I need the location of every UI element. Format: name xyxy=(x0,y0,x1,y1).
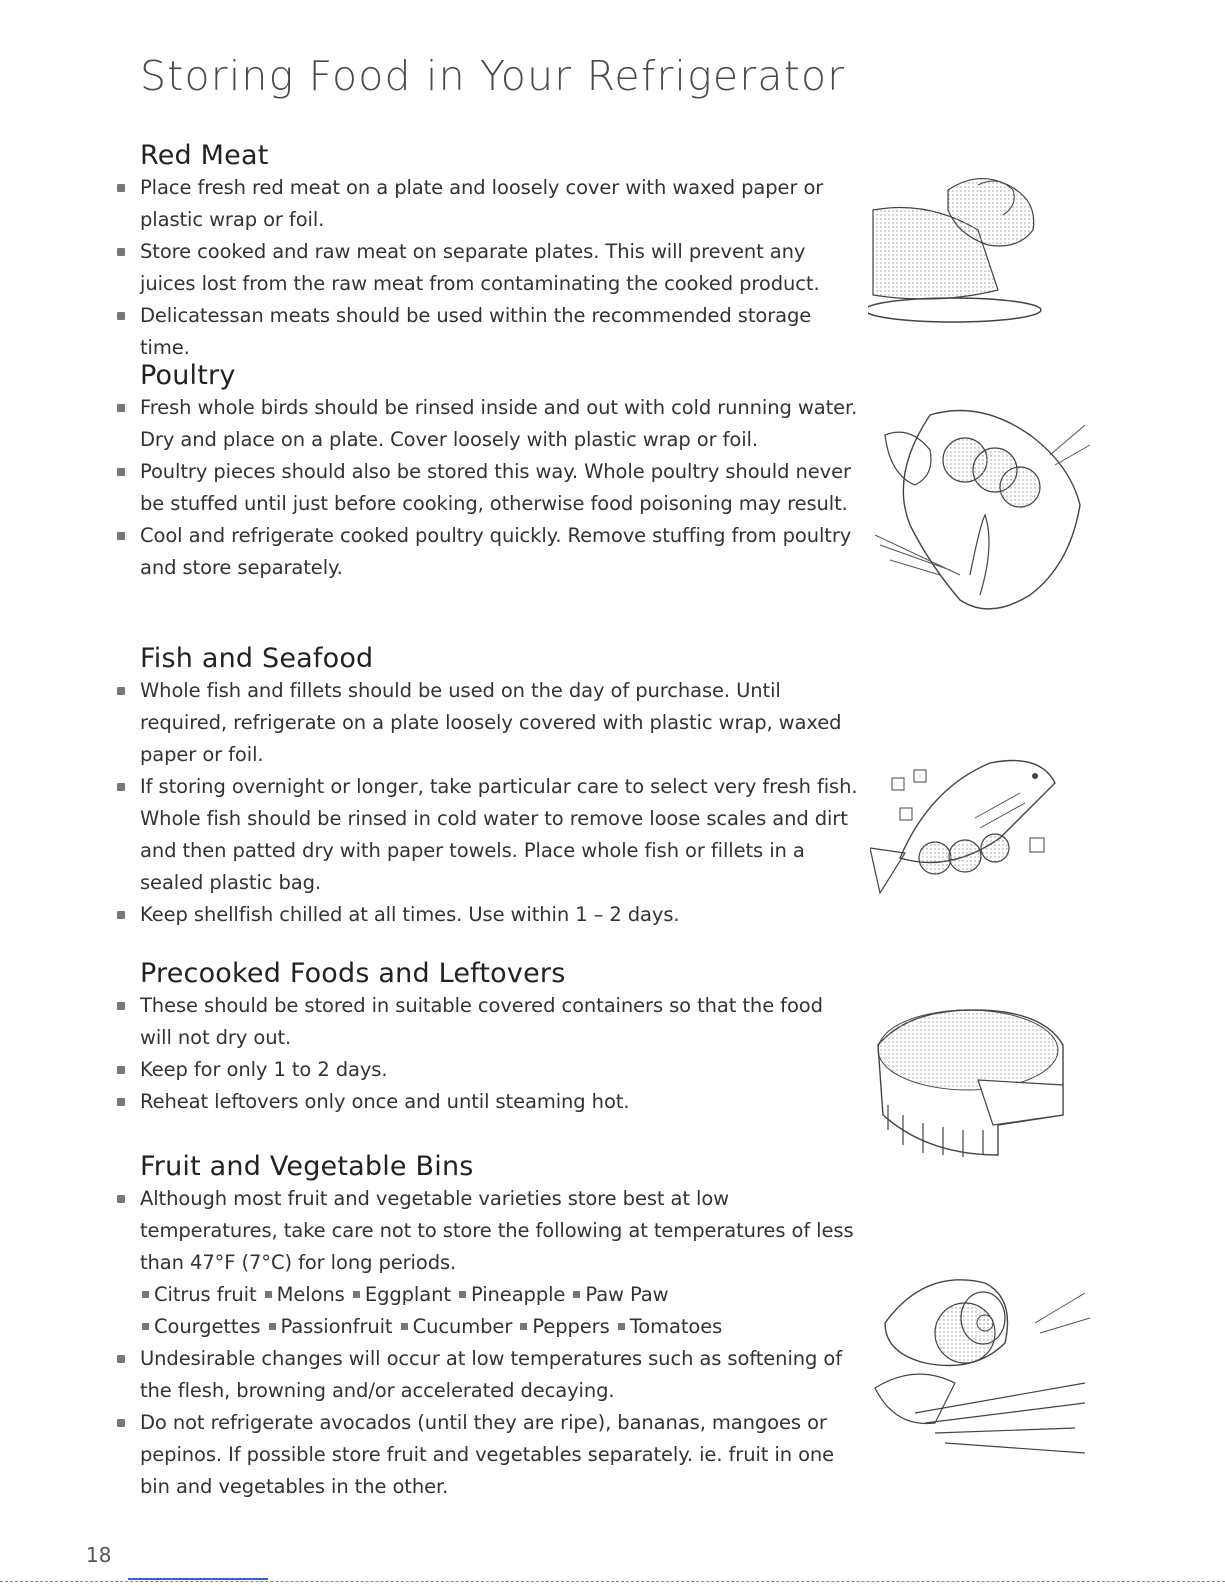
list-item: Place fresh red meat on a plate and loosely cover with waxed paper or plastic wrap or foil. xyxy=(0,172,860,236)
section-heading: Red Meat xyxy=(140,140,269,171)
bullet-icon xyxy=(117,532,125,540)
list-item: Store cooked and raw meat on separate plates. This will prevent any juices lost from the raw meat from contaminating the cooked product. xyxy=(0,236,860,300)
fish-illustration xyxy=(870,748,1070,908)
list-item: Fresh whole birds should be rinsed inside and out with cold running water. Dry and place on a plate. Cover loosely with plastic wrap or foil. xyxy=(0,392,860,456)
section-fruit-vegetable-bins xyxy=(0,1151,860,1503)
bullet-icon xyxy=(117,1098,125,1106)
bullet-icon xyxy=(117,687,125,695)
bullet-icon xyxy=(117,1066,125,1074)
quiche-illustration xyxy=(868,1005,1078,1165)
list-item: Poultry pieces should also be stored this way. Whole poultry should never be stuffed until just before cooking, otherwise food poisoning may result. xyxy=(0,456,860,520)
list-item: Delicatessan meats should be used within the recommended storage time. xyxy=(0,300,860,364)
section-heading: Poultry xyxy=(140,360,236,391)
produce-list-line-1: Citrus fruit Melons Eggplant Pineapple Paw Paw xyxy=(140,1279,860,1311)
bullet-icon xyxy=(117,911,125,919)
footer-link-underline xyxy=(128,1578,268,1580)
bullet-icon xyxy=(117,1002,125,1010)
list-item: Cool and refrigerate cooked poultry quickly. Remove stuffing from poultry and store separately. xyxy=(0,520,860,584)
poultry-illustration xyxy=(870,395,1100,625)
list-item: Keep for only 1 to 2 days. xyxy=(0,1054,860,1086)
list-item: Whole fish and fillets should be used on the day of purchase. Until required, refrigerate on a plate loosely covered with plastic wrap, waxed paper or foil. xyxy=(0,675,860,771)
produce-list-line-2: Courgettes Passionfruit Cucumber Peppers Tomatoes xyxy=(140,1311,860,1343)
section-poultry xyxy=(0,360,860,584)
list-item: Undesirable changes will occur at low temperatures such as softening of the flesh, browning and/or accelerated decaying. xyxy=(0,1343,860,1407)
bullet-icon xyxy=(117,1195,125,1203)
vegetables-illustration xyxy=(855,1263,1095,1463)
bullet-icon xyxy=(117,404,125,412)
bullet-icon xyxy=(117,184,125,192)
list-item: Do not refrigerate avocados (until they are ripe), bananas, mangoes or pepinos. If possible store fruit and vegetables separately. ie. fruit in one bin and vegetables in the other. xyxy=(0,1407,860,1503)
meat-illustration xyxy=(868,170,1048,330)
section-heading: Fish and Seafood xyxy=(140,643,374,674)
footer-divider xyxy=(0,1581,1225,1582)
bullet-icon xyxy=(117,1355,125,1363)
bullet-icon xyxy=(117,248,125,256)
section-heading: Precooked Foods and Leftovers xyxy=(140,958,566,989)
section-red-meat xyxy=(0,140,860,364)
page-title: Storing Food in Your Refrigerator xyxy=(140,52,846,100)
list-item: If storing overnight or longer, take particular care to select very fresh fish. Whole fish should be rinsed in cold water to remove loose scales and dirt and then patted dry with paper towels. Place whole fish or fillets in a sealed plastic bag. xyxy=(0,771,860,899)
bullet-icon xyxy=(117,783,125,791)
bullet-list xyxy=(0,990,860,1118)
bullet-icon xyxy=(117,1419,125,1427)
list-item: Reheat leftovers only once and until steaming hot. xyxy=(0,1086,860,1118)
list-item: Keep shellfish chilled at all times. Use within 1 – 2 days. xyxy=(0,899,860,931)
page-number: 18 xyxy=(86,1543,112,1567)
bullet-icon xyxy=(117,468,125,476)
bullet-list xyxy=(0,1183,860,1503)
section-heading: Fruit and Vegetable Bins xyxy=(140,1151,474,1182)
section-precooked-leftovers xyxy=(0,958,860,1118)
list-item: Although most fruit and vegetable varieties store best at low temperatures, take care not to store the following at temperatures of less than 47°F (7°C) for long periods. Citrus fruit Melons Eggplant Pineapple Paw Paw Courgettes Passionfruit Cucumber Peppers Tomatoes xyxy=(0,1183,860,1343)
bullet-list xyxy=(0,392,860,584)
bullet-icon xyxy=(117,312,125,320)
section-fish-seafood xyxy=(0,643,860,931)
bullet-list xyxy=(0,675,860,931)
bullet-list xyxy=(0,172,860,364)
list-item: These should be stored in suitable covered containers so that the food will not dry out. xyxy=(0,990,860,1054)
